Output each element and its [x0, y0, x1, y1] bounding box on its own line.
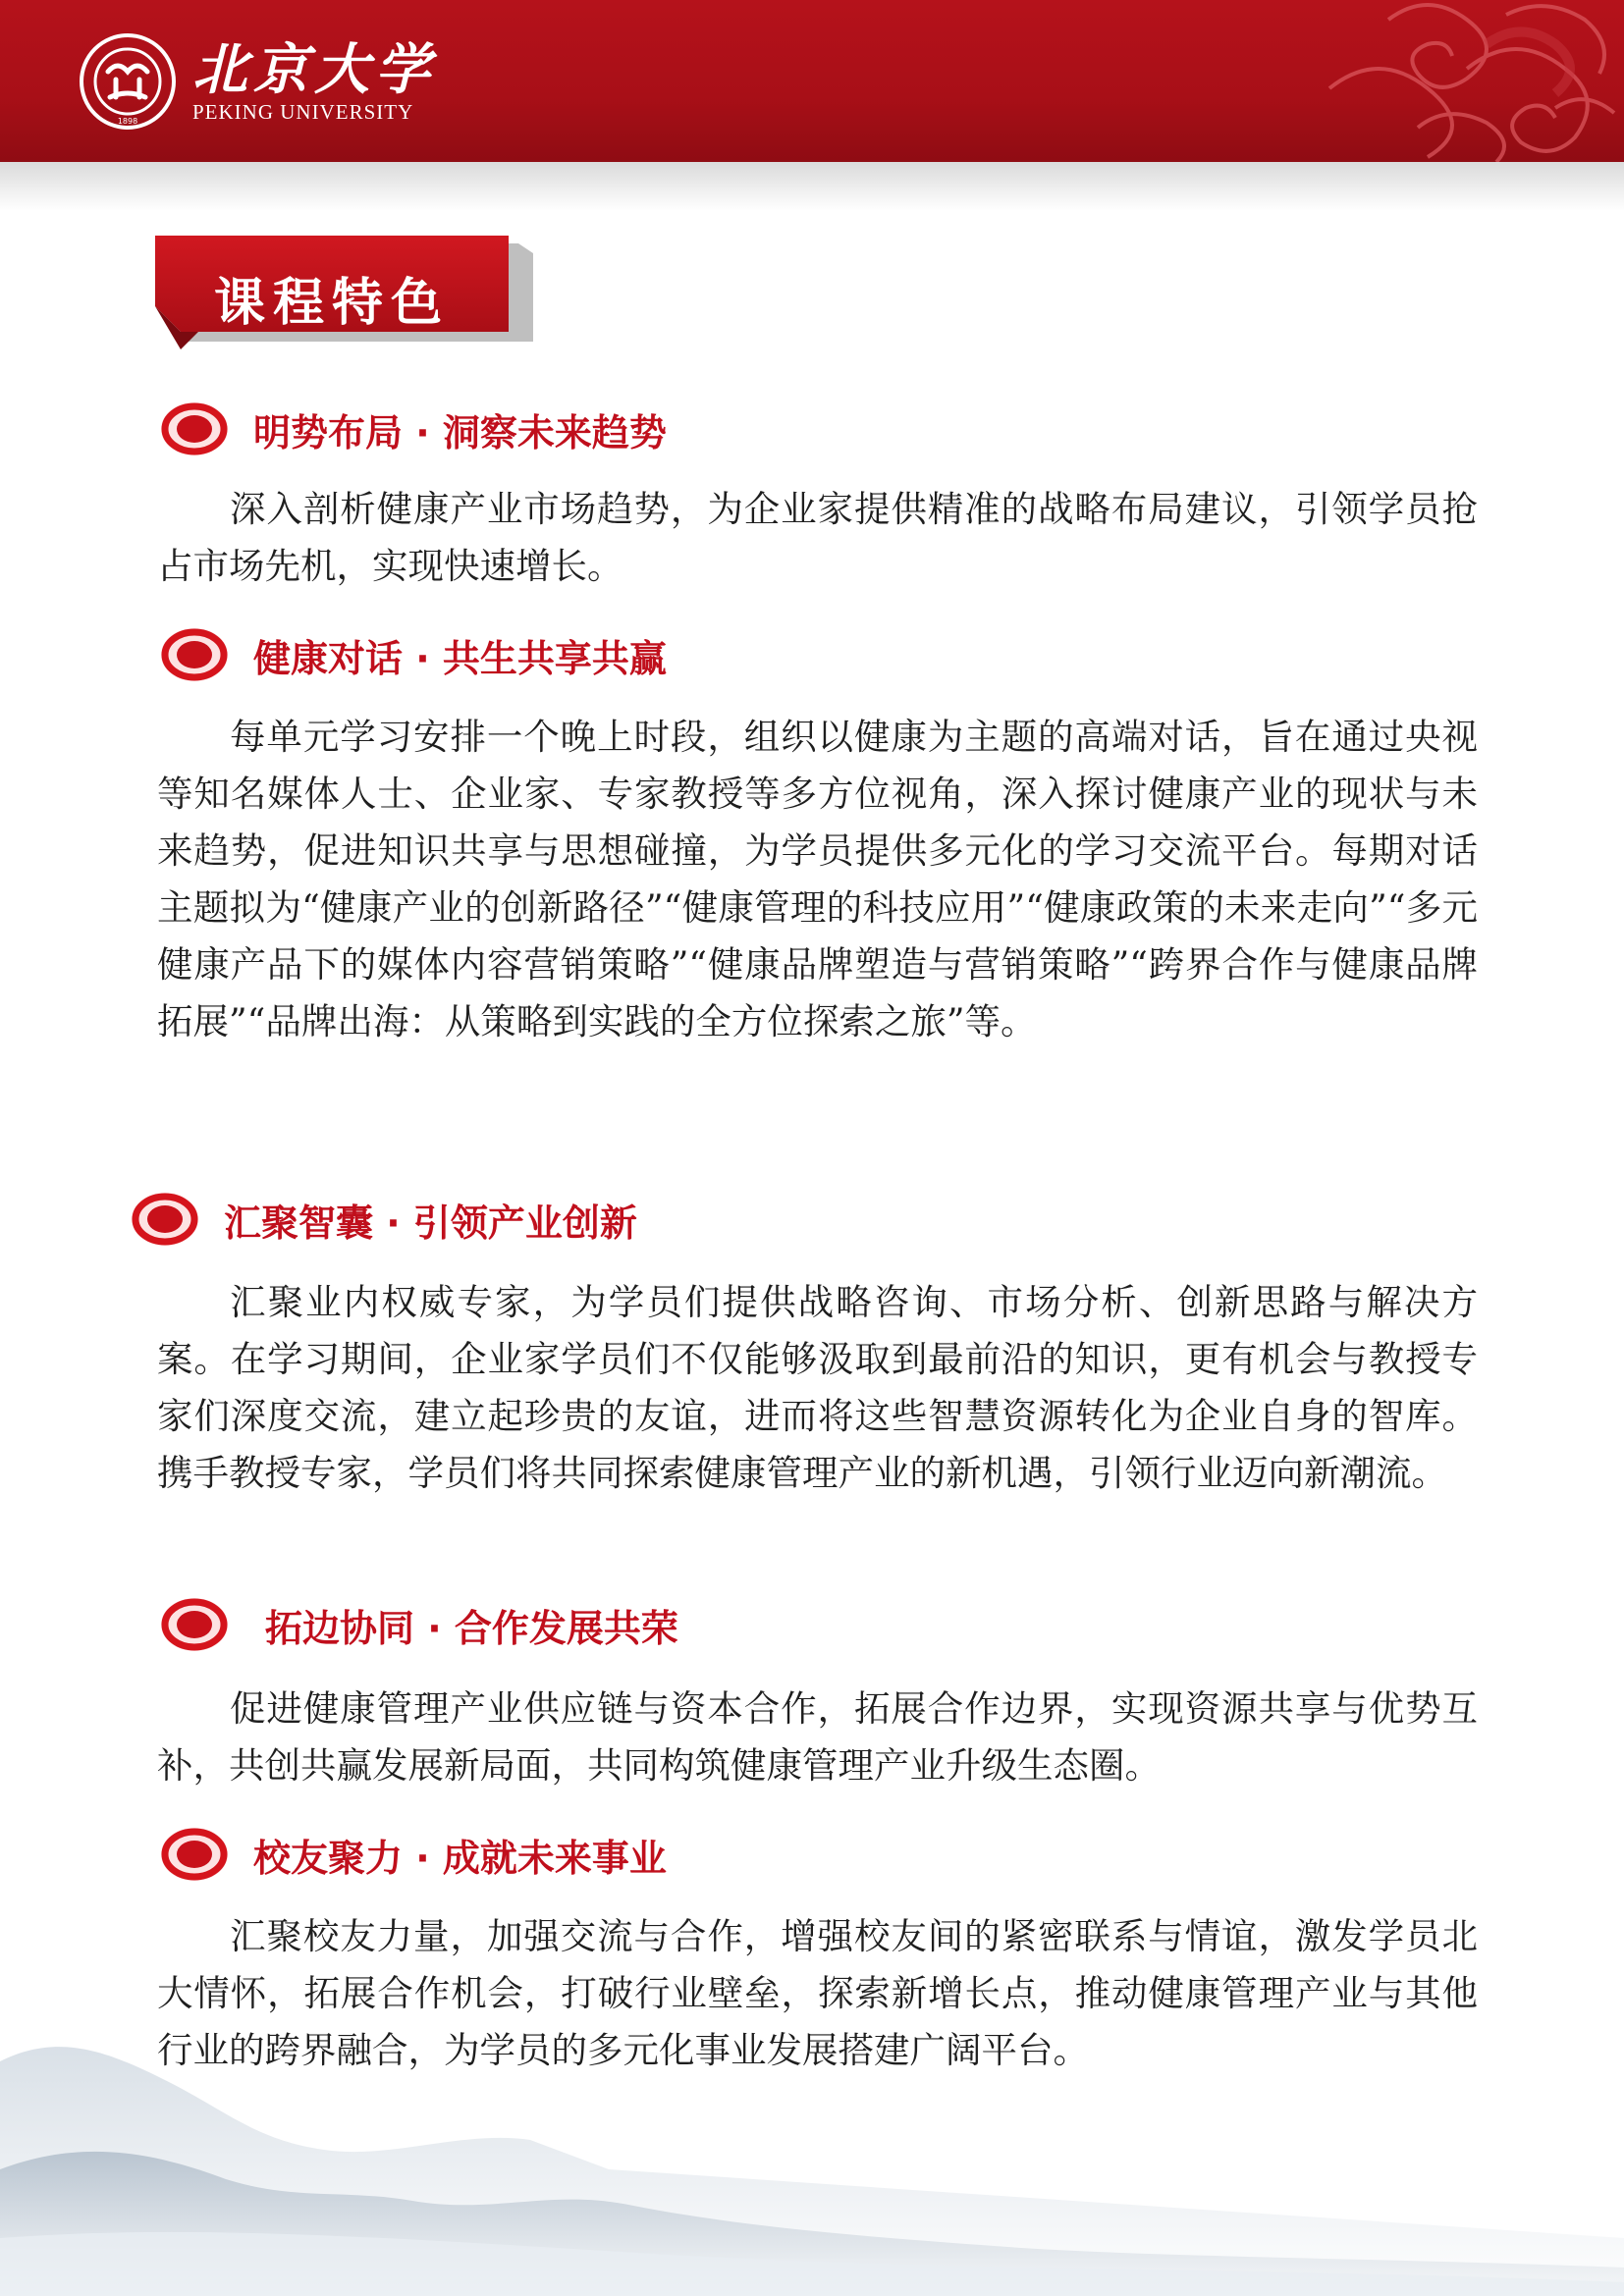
- feature-heading: [155, 1820, 667, 1889]
- feature-body: 促进健康管理产业供应链与资本合作，拓展合作边界，实现资源共享与优势互补，共创共赢发展新局面，共同构筑健康管理产业升级生态圈。: [157, 1687, 1478, 1787]
- feature-title: 健康对话 · 共生共享共赢: [253, 636, 667, 680]
- section-title-banner: [155, 236, 533, 349]
- feature-title: 明势布局 · 洞察未来趋势: [253, 410, 667, 454]
- feature-heading: [155, 395, 667, 463]
- feature-heading: [126, 1185, 637, 1254]
- feature-title: 校友聚力 · 成就未来事业: [253, 1836, 667, 1880]
- feature-body: 深入剖析健康产业市场趋势，为企业家提供精准的战略布局建议，引领学员抢占市场先机，实现快速增长。: [157, 488, 1478, 587]
- feature-body: 汇聚校友力量，加强交流与合作，增强校友间的紧密联系与情谊，激发学员北大情怀，拓展合作机会，打破行业壁垒，探索新增长点，推动健康管理产业与其他行业的跨界融合，为学员的多元化事业发展搭建广阔平台。: [157, 1915, 1478, 2071]
- red-ring-bullet-icon: [126, 1189, 200, 1250]
- auspicious-cloud-decoration: [1271, 0, 1624, 162]
- logo-english-name: PEKING UNIVERSITY: [192, 100, 414, 124]
- red-ring-bullet-icon: [155, 624, 230, 685]
- feature-body: 汇聚业内权威专家，为学员们提供战略咨询、市场分析、创新思路与解决方案。在学习期间，企业家学员们不仅能够汲取到最前沿的知识，更有机会与教授专家们深度交流，建立起珍贵的友谊，进而将这些智慧资源转化为企业自身的智库。携手教授专家，学员们将共同探索健康管理产业的新机遇，引领行业迈向新潮流。: [157, 1281, 1478, 1494]
- university-seal-icon: [79, 32, 177, 131]
- page-header: [0, 0, 1624, 162]
- header-shadow: [0, 162, 1624, 211]
- logo-chinese-name: 北京大学: [192, 37, 436, 102]
- university-logo: [79, 27, 436, 135]
- mountain-landscape-decoration: [0, 1944, 1624, 2296]
- red-ring-bullet-icon: [155, 399, 230, 459]
- feature-body: 每单元学习安排一个晚上时段，组织以健康为主题的高端对话，旨在通过央视等知名媒体人士、企业家、专家教授等多方位视角，深入探讨健康产业的现状与未来趋势，促进知识共享与思想碰撞，为学员提供多元化的学习交流平台。每期对话主题拟为“健康产业的创新路径”“健康管理的科技应用”“健康政策的未来走向”“多元健康产品下的媒体内容营销策略”“健康品牌塑造与营销策略”“跨界合作与健康品牌拓展”“品牌出海：从策略到实践的全方位探索之旅”等。: [157, 716, 1478, 1042]
- red-ring-bullet-icon: [155, 1594, 230, 1655]
- feature-title: 汇聚智囊 · 引领产业创新: [224, 1201, 637, 1245]
- seal-year: 1898: [117, 117, 138, 126]
- feature-heading: [155, 620, 667, 689]
- red-ring-bullet-icon: [155, 1824, 230, 1885]
- feature-heading: [155, 1590, 678, 1659]
- feature-title: 拓边协同 · 合作发展共荣: [265, 1606, 678, 1650]
- section-title: 课程特色: [214, 274, 451, 333]
